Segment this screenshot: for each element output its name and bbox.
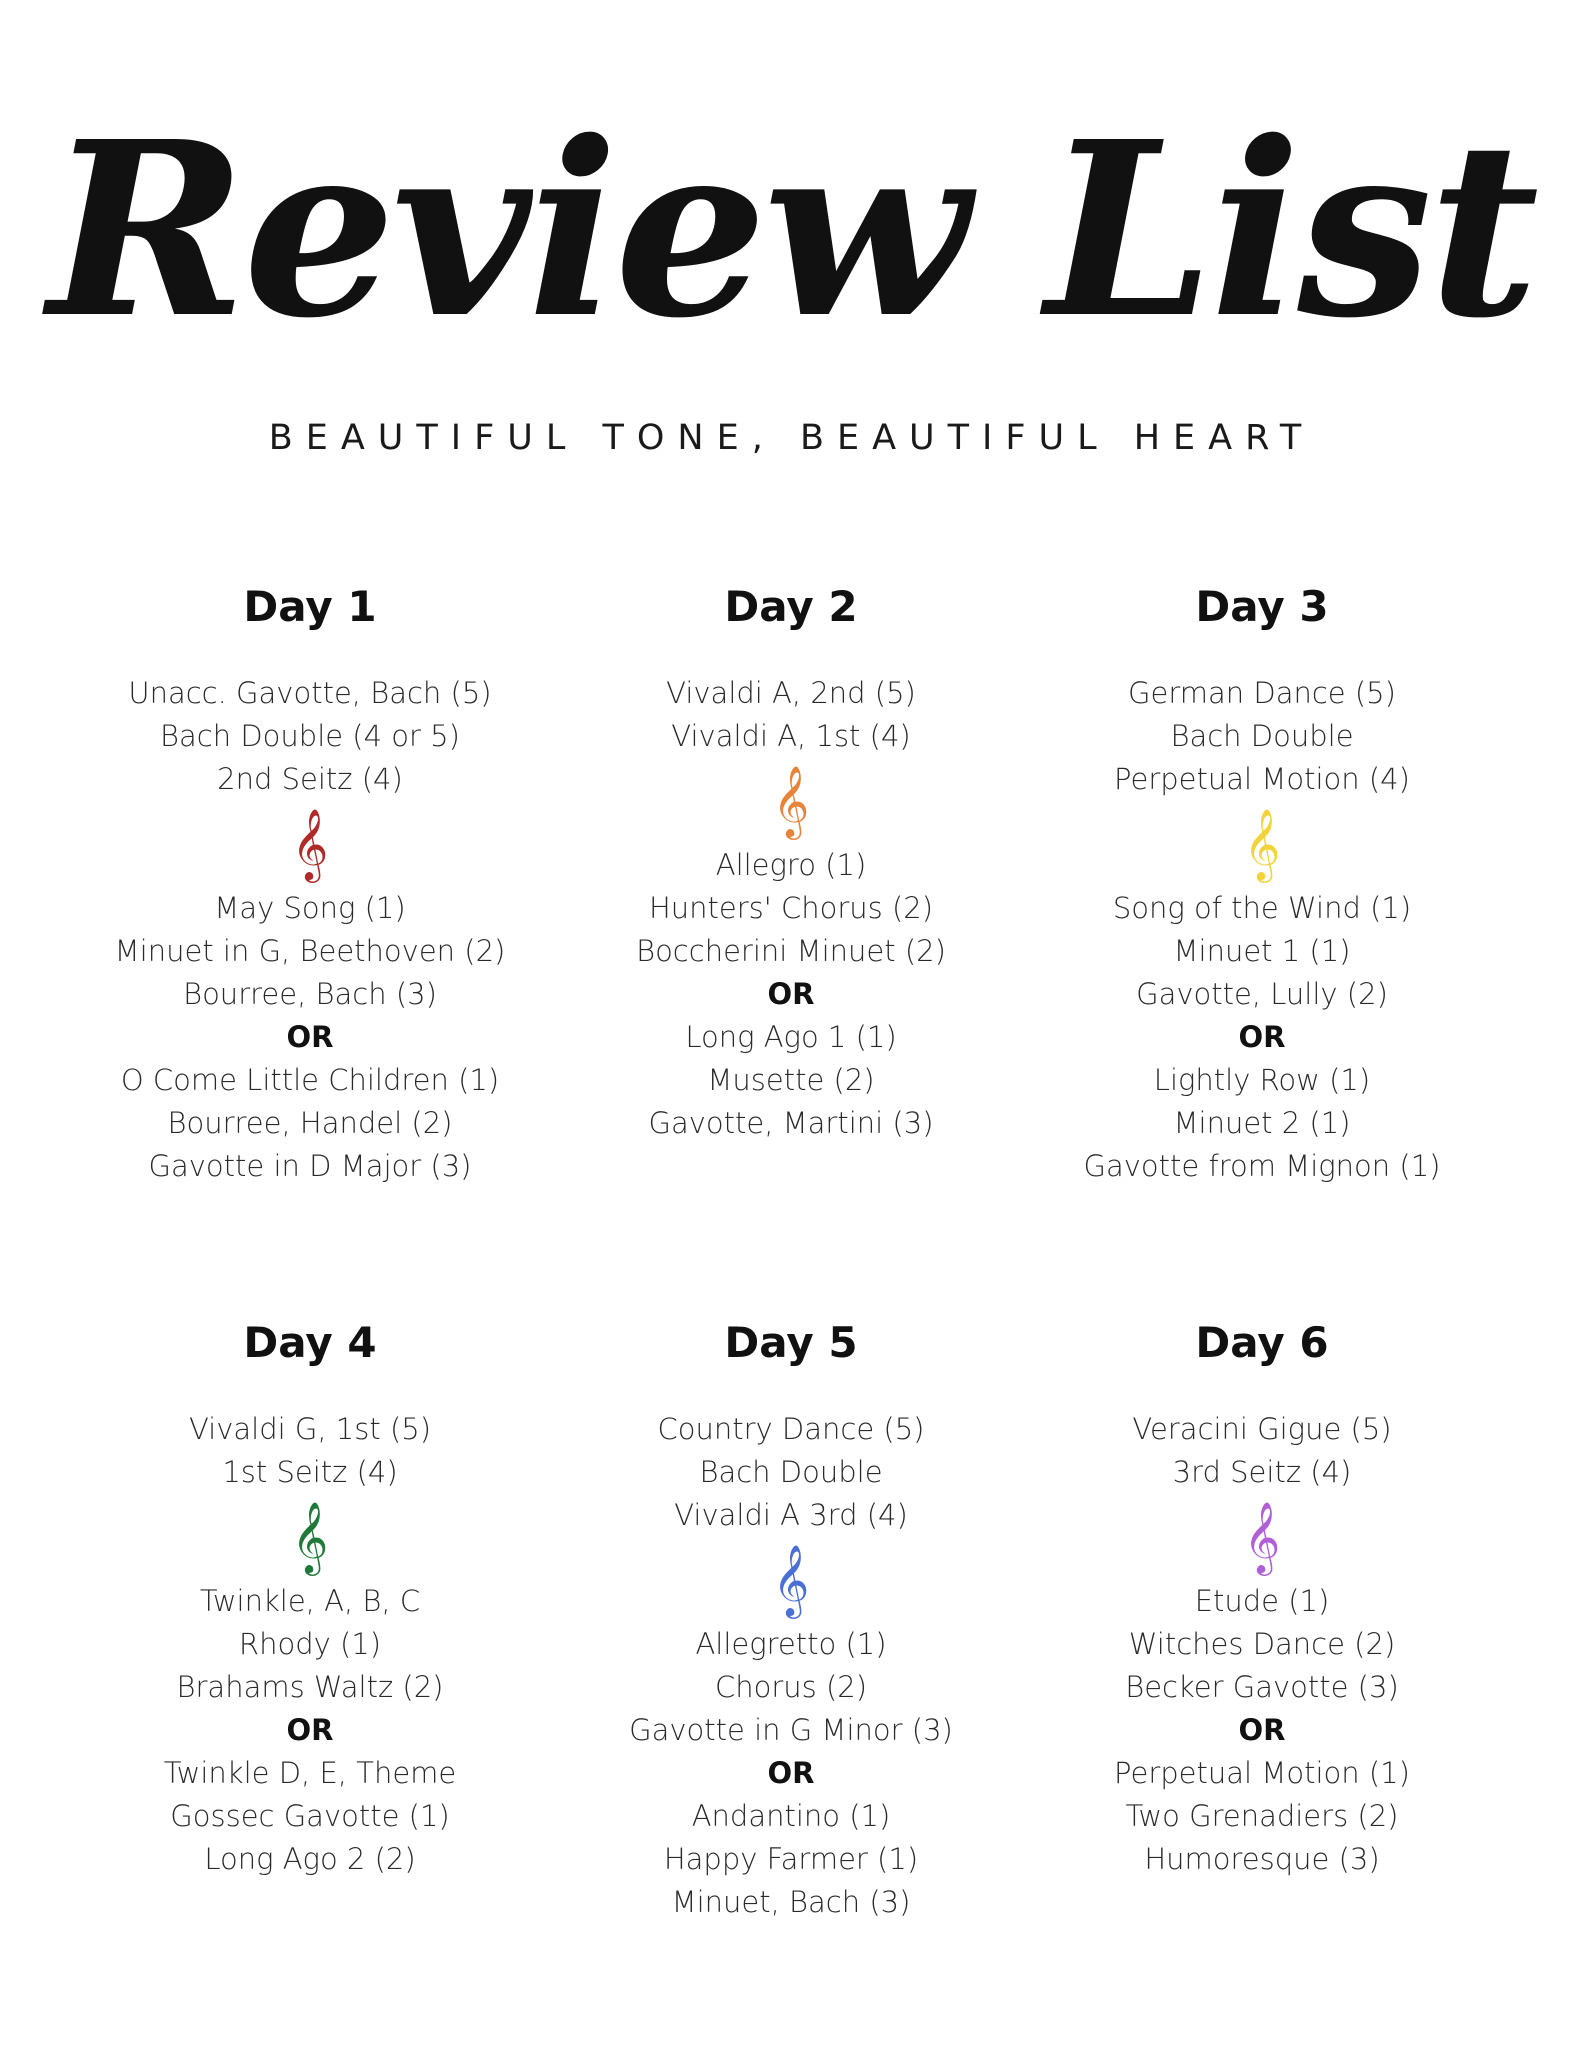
- list-item: O Come Little Children (1): [120, 1063, 500, 1097]
- list-item: Lightly Row (1): [1153, 1063, 1371, 1097]
- or-label: OR: [767, 977, 815, 1011]
- list-item: Vivaldi A, 2nd (5): [666, 676, 916, 710]
- day-title: Day 1: [243, 582, 377, 631]
- day-title: Day 2: [724, 582, 858, 631]
- list-item: Bach Double: [1170, 719, 1354, 753]
- or-label: OR: [767, 1756, 815, 1790]
- list-item: Long Ago 1 (1): [685, 1020, 897, 1054]
- list-item: Becker Gavotte (3): [1125, 1670, 1399, 1704]
- list-item: Witches Dance (2): [1128, 1627, 1396, 1661]
- list-item: Chorus (2): [714, 1670, 868, 1704]
- list-item: Long Ago 2 (2): [204, 1842, 416, 1876]
- list-item: Allegro (1): [715, 848, 867, 882]
- clef-divider: [70, 1494, 550, 1580]
- list-item: Gavotte, Lully (2): [1136, 977, 1388, 1011]
- treble-clef-icon: 𝄞: [291, 807, 329, 880]
- or-label: OR: [286, 1713, 334, 1747]
- list-item: Twinkle D, E, Theme: [163, 1756, 457, 1790]
- clef-divider: [1022, 1494, 1502, 1580]
- day-1-column: [70, 582, 550, 1188]
- day-title: Day 5: [724, 1318, 858, 1367]
- page-subtitle: BEAUTIFUL TONE, BEAUTIFUL HEART: [268, 418, 1315, 458]
- list-item: Minuet 2 (1): [1173, 1106, 1351, 1140]
- list-item: Perpetual Motion (1): [1114, 1756, 1410, 1790]
- list-item: Gavotte in D Major (3): [148, 1149, 472, 1183]
- list-item: Brahams Waltz (2): [176, 1670, 444, 1704]
- list-item: Gavotte from Mignon (1): [1083, 1149, 1441, 1183]
- list-item: Bach Double (4 or 5): [160, 719, 460, 753]
- list-item: German Dance (5): [1128, 676, 1396, 710]
- list-item: Twinkle, A, B, C: [199, 1584, 421, 1618]
- list-item: Gavotte, Martini (3): [648, 1106, 934, 1140]
- clef-divider: [70, 801, 550, 887]
- list-item: Gossec Gavotte (1): [170, 1799, 450, 1833]
- list-item: Minuet 1 (1): [1173, 934, 1351, 968]
- day-title: Day 6: [1195, 1318, 1329, 1367]
- clef-divider: [1022, 801, 1502, 887]
- treble-clef-icon: 𝄞: [291, 1500, 329, 1573]
- list-item: 3rd Seitz (4): [1172, 1455, 1352, 1489]
- or-label: OR: [1238, 1713, 1286, 1747]
- list-item: Etude (1): [1194, 1584, 1330, 1618]
- list-item: Andantino (1): [691, 1799, 891, 1833]
- day-5-column: [551, 1318, 1031, 1924]
- list-item: Musette (2): [707, 1063, 875, 1097]
- list-item: Vivaldi A, 1st (4): [671, 719, 911, 753]
- list-item: Bourree, Handel (2): [167, 1106, 453, 1140]
- list-item: Humoresque (3): [1144, 1842, 1380, 1876]
- list-item: Vivaldi A 3rd (4): [674, 1498, 908, 1532]
- day-6-column: [1022, 1318, 1502, 1881]
- clef-divider: [551, 758, 1031, 844]
- list-item: Country Dance (5): [657, 1412, 925, 1446]
- list-item: Hunters' Chorus (2): [648, 891, 934, 925]
- treble-clef-icon: 𝄞: [772, 764, 810, 837]
- list-item: 1st Seitz (4): [222, 1455, 398, 1489]
- list-item: Two Grenadiers (2): [1125, 1799, 1399, 1833]
- day-title: Day 4: [243, 1318, 377, 1367]
- list-item: Song of the Wind (1): [1112, 891, 1412, 925]
- list-item: Boccherini Minuet (2): [636, 934, 946, 968]
- treble-clef-icon: 𝄞: [1243, 1500, 1281, 1573]
- day-4-column: [70, 1318, 550, 1881]
- list-item: Unacc. Gavotte, Bach (5): [128, 676, 492, 710]
- or-label: OR: [286, 1020, 334, 1054]
- list-item: Minuet, Bach (3): [671, 1885, 911, 1919]
- list-item: Vivaldi G, 1st (5): [188, 1412, 432, 1446]
- list-item: Perpetual Motion (4): [1114, 762, 1410, 796]
- list-item: Veracini Gigue (5): [1132, 1412, 1392, 1446]
- list-item: Minuet in G, Beethoven (2): [114, 934, 506, 968]
- treble-clef-icon: 𝄞: [772, 1543, 810, 1616]
- day-2-column: [551, 582, 1031, 1145]
- day-title: Day 3: [1195, 582, 1329, 631]
- list-item: Allegretto (1): [695, 1627, 887, 1661]
- list-item: Bach Double: [699, 1455, 883, 1489]
- clef-divider: [551, 1537, 1031, 1623]
- or-label: OR: [1238, 1020, 1286, 1054]
- day-3-column: [1022, 582, 1502, 1188]
- list-item: Rhody (1): [238, 1627, 382, 1661]
- treble-clef-icon: 𝄞: [1243, 807, 1281, 880]
- list-item: May Song (1): [214, 891, 406, 925]
- list-item: Gavotte in G Minor (3): [629, 1713, 953, 1747]
- list-item: Bourree, Bach (3): [183, 977, 437, 1011]
- list-item: 2nd Seitz (4): [217, 762, 403, 796]
- page-title: Review List: [47, 89, 1536, 371]
- list-item: Happy Farmer (1): [663, 1842, 919, 1876]
